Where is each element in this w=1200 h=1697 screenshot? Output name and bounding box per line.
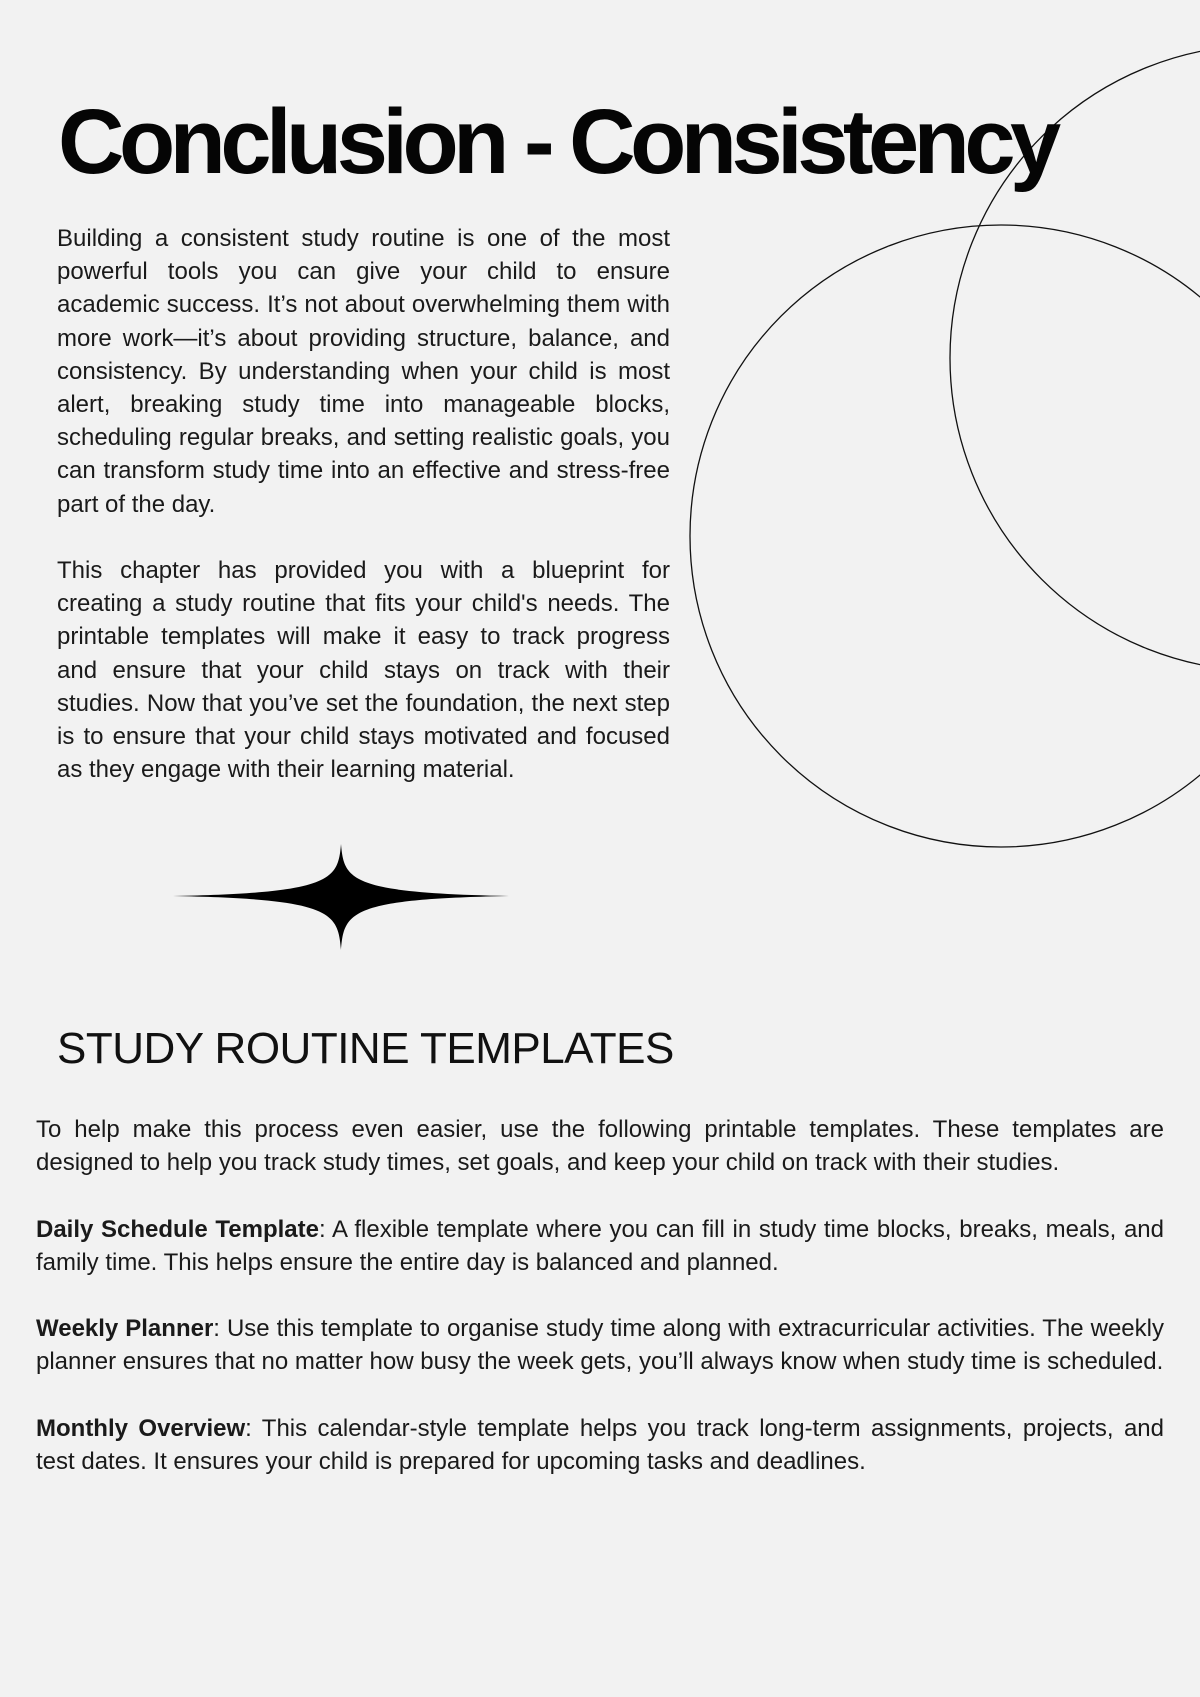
templates-section [36, 1113, 1164, 1511]
template-item-monthly [36, 1412, 1164, 1478]
template-item-daily [36, 1213, 1164, 1279]
section-heading: STUDY ROUTINE TEMPLATES [57, 1024, 674, 1073]
page-title: Conclusion - Consistency [58, 91, 1056, 193]
item-text: : Use this template to organise study time along with extracurricular activities. The weekly planner ensures that no matter how busy the week gets, you’ll always know when study time is scheduled. [36, 1315, 1164, 1376]
item-label: Monthly Overview [36, 1414, 246, 1442]
conclusion-text [57, 222, 670, 820]
large-circle-outline [690, 225, 1200, 847]
item-text: : This calendar-style template helps you track long-term assignments, projects, and test dates. It ensures your child is prepared for upcoming tasks and deadlines. [36, 1414, 1164, 1475]
item-label: Weekly Planner [36, 1315, 214, 1343]
four-point-star-icon [173, 844, 509, 950]
template-item-weekly [36, 1312, 1164, 1378]
paragraph: Building a consistent study routine is one of the most powerful tools you can give your child to ensure academic success. It’s not about overwhelming them with more work—it’s about providing structure, balance, and consistency. By understanding when your child is most alert, breaking study time into manageable blocks, scheduling regular breaks, and setting realistic goals, you can transform study time into an effective and stress-free part of the day. [57, 225, 670, 518]
section-intro: To help make this process even easier, use the following printable templates. These templates are designed to help you track study times, set goals, and keep your child on track with their studies. [36, 1116, 1164, 1177]
item-text: : A flexible template where you can fill in study time blocks, breaks, meals, and family time. This helps ensure the entire day is balanced and planned. [36, 1215, 1164, 1276]
item-label: Daily Schedule Template [36, 1215, 319, 1243]
paragraph: This chapter has provided you with a blueprint for creating a study routine that fits your child's needs. The printable templates will make it easy to track progress and ensure that your child stays on track with their studies. Now that you’ve set the foundation, the next step is to ensure that your child stays motivated and focused as they engage with their learning material. [57, 557, 670, 784]
